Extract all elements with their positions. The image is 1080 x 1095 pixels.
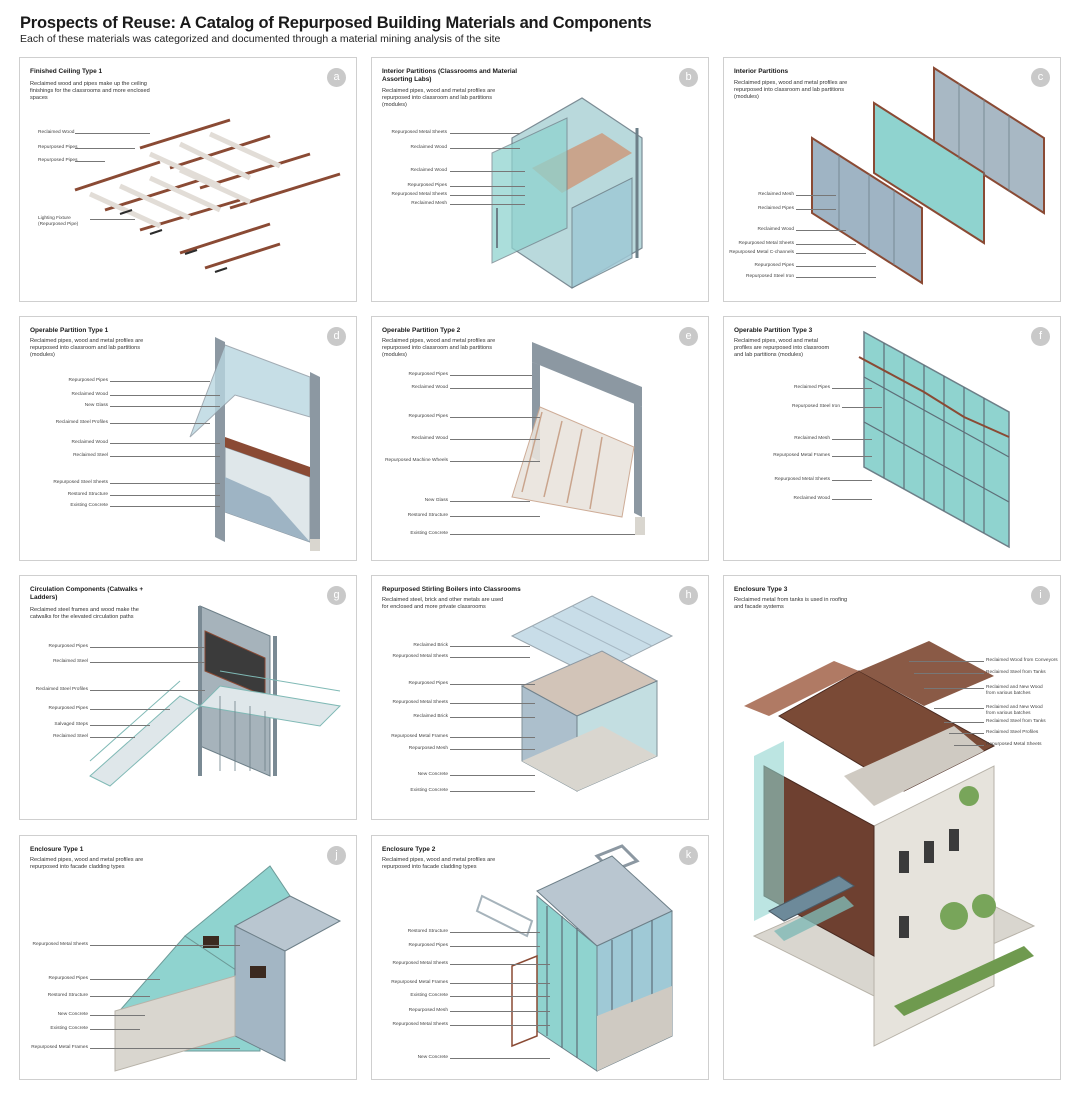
ceiling-illustration — [20, 58, 357, 302]
callout-label: New Glass — [84, 403, 108, 408]
callout-label: Existing Concrete — [410, 788, 448, 793]
callout-label: Repurposed Metal Sheets — [392, 961, 448, 966]
callout-label: Lighting Fixture (Repurposed Pipe) — [38, 216, 79, 227]
panel-description: Reclaimed pipes, wood and metal profiles are repurposed into facade cladding types — [382, 857, 496, 870]
panel-letter-badge: d — [327, 327, 346, 346]
panel-k — [371, 835, 709, 1080]
callout-label: Repurposed Metal Frames — [391, 734, 448, 739]
panel-letter-badge: f — [1031, 327, 1050, 346]
callout-label: Repurposed Metal Sheets — [774, 477, 830, 482]
callout-label: Restored Structure — [407, 513, 448, 518]
callout-label: Reclaimed Wood — [757, 227, 794, 232]
callout-label: Repurposed Metal C-channels — [729, 250, 794, 255]
callout-label: Repurposed Metal Frames — [773, 453, 830, 458]
panel-title: Enclosure Type 2 — [382, 846, 436, 853]
callout-label: Repurposed Metal Sheets — [392, 1022, 448, 1027]
enclosure-facade-illustration — [372, 836, 709, 1080]
callout-label: Repurposed Pipes — [48, 706, 88, 711]
callout-label: Repurposed Mesh — [408, 746, 448, 751]
panel-letter-badge: k — [679, 846, 698, 865]
callout-label: New Glass — [424, 498, 448, 503]
callout-label: Reclaimed Wood — [71, 392, 108, 397]
enclosure-building-illustration — [724, 576, 1061, 1080]
callout-label: Reclaimed Wood — [793, 496, 830, 501]
partition-illustration — [372, 58, 709, 302]
callout-label: Existing Concrete — [50, 1026, 88, 1031]
panel-i — [723, 575, 1061, 1080]
panel-description: Reclaimed pipes, wood and metal profiles are repurposed into classroom and lab partitions (modules) — [734, 338, 830, 358]
callout-label: Reclaimed Steel Profiles — [35, 687, 88, 692]
callout-label: Reclaimed Mesh — [794, 436, 830, 441]
panel-a — [19, 57, 357, 302]
callout-label: Repurposed Pipes — [38, 158, 78, 163]
panel-b — [371, 57, 709, 302]
callout-label: Reclaimed Wood — [411, 385, 448, 390]
callout-label: Repurposed Metal Sheets — [392, 700, 448, 705]
callout-label: Repurposed Steel Iron — [792, 404, 840, 409]
panel-title: Operable Partition Type 2 — [382, 327, 461, 334]
page-subtitle: Each of these materials was categorized and documented through a material mining analysis of the site — [20, 33, 501, 45]
callout-label: Reclaimed Wood — [38, 130, 75, 135]
enclosure-facade-illustration — [20, 836, 357, 1080]
callout-label: Repurposed Steel Sheets — [53, 480, 108, 485]
callout-label: Repurposed Pipes — [38, 145, 78, 150]
callout-label: Repurposed Pipes — [48, 644, 88, 649]
panel-letter-badge: a — [327, 68, 346, 87]
panel-title: Finished Ceiling Type 1 — [30, 68, 103, 75]
callout-label: Repurposed Pipes — [408, 414, 448, 419]
callout-label: Repurposed Metal Sheets — [32, 942, 88, 947]
callout-label: Reclaimed Mesh — [758, 192, 794, 197]
callout-label: Reclaimed Wood — [411, 436, 448, 441]
callout-label: New Concrete — [417, 1055, 448, 1060]
panel-description: Reclaimed pipes, wood and metal profiles are repurposed into facade cladding types — [30, 857, 144, 870]
callout-label: Existing Concrete — [410, 993, 448, 998]
panel-letter-badge: b — [679, 68, 698, 87]
panel-description: Reclaimed pipes, wood and metal profiles are repurposed into classroom and lab partitions (modules) — [30, 338, 144, 358]
panel-letter-badge: c — [1031, 68, 1050, 87]
callout-label: Repurposed Pipes — [408, 943, 448, 948]
callout-label: Repurposed Metal Sheets — [738, 241, 794, 246]
panel-description: Reclaimed steel frames and wood make the catwalks for the elevated circulation paths — [30, 607, 139, 620]
callout-label: Reclaimed Wood — [410, 145, 447, 150]
callout-label: Repurposed Pipes — [407, 183, 447, 188]
boiler-classroom-illustration — [372, 576, 709, 820]
callout-label: Reclaimed Mesh — [411, 201, 447, 206]
callout-label: Reclaimed Steel — [53, 659, 88, 664]
panel-title: Interior Partitions — [734, 68, 789, 75]
callout-label: New Concrete — [57, 1012, 88, 1017]
callout-label: Reclaimed Wood — [71, 440, 108, 445]
callout-label: Reclaimed Wood from Conveyors — [986, 658, 1058, 663]
callout-label: Reclaimed Steel — [53, 734, 88, 739]
panel-description: Reclaimed wood and pipes make up the ceiling finishings for the classrooms and more enclosed spaces — [30, 81, 150, 101]
callout-label: Reclaimed and New Wood from various batches — [986, 685, 1043, 696]
panel-title: Repurposed Stirling Boilers into Classrooms — [382, 586, 521, 593]
panel-title: Operable Partition Type 3 — [734, 327, 813, 334]
callout-label: Restored Structure — [407, 929, 448, 934]
callout-label: Restored Structure — [67, 492, 108, 497]
callout-label: Repurposed Pipes — [408, 681, 448, 686]
panel-description: Reclaimed metal from tanks is used in roofing and facade systems — [734, 597, 848, 610]
callout-label: Repurposed Pipes — [408, 372, 448, 377]
panel-title: Circulation Components (Catwalks + Ladders) — [30, 586, 144, 601]
panel-letter-badge: e — [679, 327, 698, 346]
panel-letter-badge: h — [679, 586, 698, 605]
callout-label: Reclaimed Brick — [413, 714, 448, 719]
panel-title: Enclosure Type 1 — [30, 846, 84, 853]
panel-description: Reclaimed steel, brick and other metals are used for enclosed and more private classrooms — [382, 597, 504, 610]
callout-label: Repurposed Machine Wheels — [385, 458, 448, 463]
callout-label: Restored Structure — [47, 993, 88, 998]
callout-label: Salvaged Steps — [54, 722, 88, 727]
callout-label: Reclaimed Steel Profiles — [986, 730, 1039, 735]
callout-label: Repurposed Metal Sheets — [986, 742, 1042, 747]
callout-label: Reclaimed Pipes — [794, 385, 830, 390]
callout-label: Repurposed Pipes — [68, 378, 108, 383]
callout-label: Repurposed Pipes — [48, 976, 88, 981]
callout-label: New Concrete — [417, 772, 448, 777]
catwalk-illustration — [20, 576, 357, 820]
callout-label: Existing Concrete — [70, 503, 108, 508]
callout-label: Reclaimed Brick — [413, 643, 448, 648]
panel-f — [723, 316, 1061, 561]
panel-c — [723, 57, 1061, 302]
callout-label: Repurposed Mesh — [408, 1008, 448, 1013]
callout-label: Repurposed Metal Sheets — [392, 654, 448, 659]
panel-letter-badge: i — [1031, 586, 1050, 605]
panel-title: Interior Partitions (Classrooms and Material Assorting Labs) — [382, 68, 518, 83]
callout-label: Repurposed Pipes — [754, 263, 794, 268]
callout-label: Repurposed Metal Frames — [391, 980, 448, 985]
callout-label: Reclaimed Steel Profiles — [55, 420, 108, 425]
callout-label: Reclaimed Steel — [73, 453, 108, 458]
operable-partition-illustration — [20, 317, 357, 561]
panel-title: Enclosure Type 3 — [734, 586, 788, 593]
callout-label: Reclaimed Pipes — [758, 206, 794, 211]
callout-label: Reclaimed and New Wood from various batches — [986, 705, 1043, 716]
panel-title: Operable Partition Type 1 — [30, 327, 109, 334]
panel-d — [19, 316, 357, 561]
callout-label: Repurposed Metal Frames — [31, 1045, 88, 1050]
page-title: Prospects of Reuse: A Catalog of Repurposed Building Materials and Components — [20, 14, 652, 32]
callout-label: Reclaimed Wood — [410, 168, 447, 173]
callout-label: Repurposed Metal Sheets — [391, 130, 447, 135]
callout-label: Repurposed Metal Sheets — [391, 192, 447, 197]
panel-e — [371, 316, 709, 561]
panel-h — [371, 575, 709, 820]
panel-letter-badge: j — [327, 846, 346, 865]
panel-letter-badge: g — [327, 586, 346, 605]
callout-label: Existing Concrete — [410, 531, 448, 536]
callout-label: Reclaimed Steel from Tanks — [986, 719, 1046, 724]
panel-description: Reclaimed pipes, wood and metal profiles are repurposed into classroom and lab partitions (modules) — [382, 88, 496, 108]
panel-description: Reclaimed pipes, wood and metal profiles are repurposed into classroom and lab partitions (modules) — [382, 338, 496, 358]
panel-g — [19, 575, 357, 820]
callout-label: Repurposed Steel Iron — [746, 274, 794, 279]
panel-description: Reclaimed pipes, wood and metal profiles are repurposed into classroom and lab partitions (modules) — [734, 80, 848, 100]
callout-label: Reclaimed Steel from Tanks — [986, 670, 1046, 675]
panel-j — [19, 835, 357, 1080]
